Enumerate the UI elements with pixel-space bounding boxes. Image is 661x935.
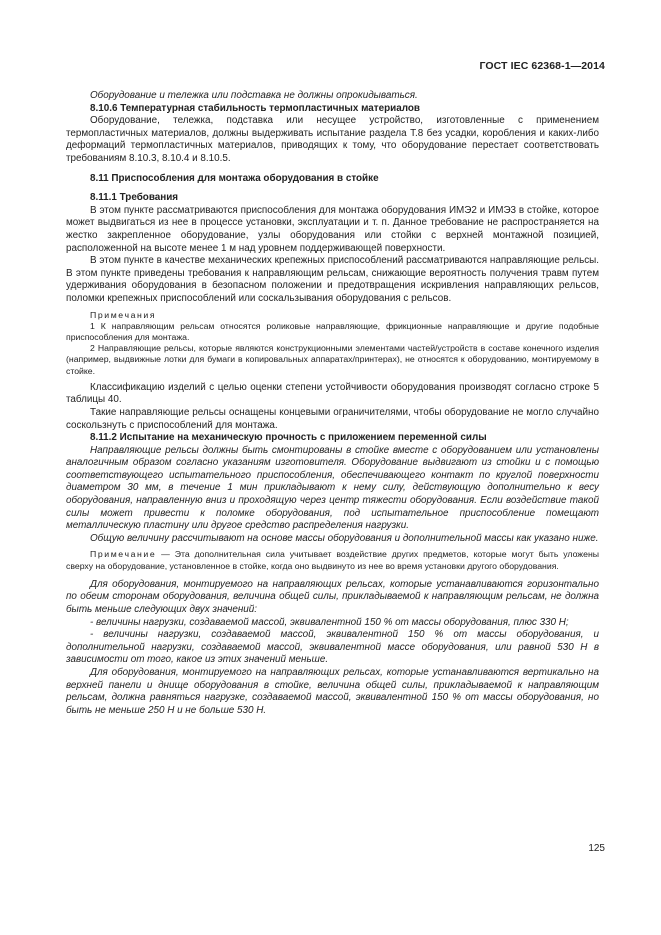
paragraph: Классификацию изделий с целью оценки степени устойчивости оборудования производят согласно строке 5 таблицы 40. bbox=[66, 381, 599, 406]
paragraph: Оборудование и тележка или подставка не должны опрокидываться. bbox=[90, 90, 418, 101]
paragraph: Для оборудования, монтируемого на направляющих рельсах, которые устанавливаются горизонтально по обеим сторонам оборудования, величина общей силы, прикладываемой к направляющим рельсам, не должна быть меньше следующих двух значений: bbox=[66, 578, 599, 616]
document-code: ГОСТ IEC 62368-1—2014 bbox=[479, 60, 605, 72]
note-3 bbox=[66, 549, 599, 571]
paragraph: Такие направляющие рельсы оснащены концевыми ограничителями, чтобы оборудование не могло случайно соскользнуть с приспособлений для монтажа. bbox=[66, 406, 599, 431]
list-item: - величины нагрузки, создаваемой массой, эквивалентной 150 % от массы оборудования, и дополнительной нагрузки, создаваемой массой, эквивалентной массе оборудования, или равной 530 Н в зависимости от того, какое из этих значений меньше. bbox=[66, 629, 599, 666]
page-number: 125 bbox=[588, 843, 605, 854]
section-heading-8-11-1: 8.11.1 Требования bbox=[90, 192, 179, 204]
paragraph: Направляющие рельсы должны быть смонтированы в стойке вместе с оборудованием или установлены аналогичным образом согласно указаниям изготовителя. Оборудование выдвигают из стойки и с помощью соответствующего испытательного приспособления, обеспечивающего контакт по круглой поверхности диаметром 30 мм, в течение 1 мин прикладывают к нему силу, действующую дополнительно к весу оборудования, направленную вниз и проходящую через центр тяжести оборудования. Если воздействие такой силы может привести к поломке оборудования, под испытательное приспособление помещают металлическую пластину или другое средство распределения нагрузки. bbox=[66, 444, 599, 532]
paragraph: В этом пункте рассматриваются приспособления для монтажа оборудования ИМЭ2 и ИМЭ3 в стойке, которое может выдвигаться из нее в процессе установки, эксплуатации и т. п. Данное требование не распространяется на жестко закрепленное оборудование, узлы оборудования или стойки с верхней монтажной позицией, расположенной на высоте менее 1 м над уровнем поддерживающей поверхности. bbox=[66, 204, 599, 254]
note-3-text: — Эта дополнительная сила учитывает воздействие других предметов, которые могут быть уложены сверху на оборудование, установленное в стойке, когда оно выдвинуто из нее во время установки другого оборудования. bbox=[66, 549, 599, 571]
paragraph: Общую величину рассчитывают на основе массы оборудования и дополнительной массы как указано ниже. bbox=[90, 532, 599, 544]
notes-title: Примечания bbox=[90, 309, 157, 320]
list-item: - величины нагрузки, создаваемой массой, эквивалентной 150 % от массы оборудования, плюс 330 Н; bbox=[90, 616, 569, 628]
page-body bbox=[66, 90, 599, 717]
paragraph: Оборудование, тележка, подставка или несущее устройство, изготовленные с применением термопластичных материалов, должны выдерживать испытание раздела Т.8 без усадки, коробления и каких-либо деформаций термопластичных материалов, приводящих к тому, что оборудование перестает соответствовать требованиям 8.10.3, 8.10.4 и 8.10.5. bbox=[66, 115, 599, 164]
section-heading-8-10-6: 8.10.6 Температурная стабильность термопластичных материалов bbox=[90, 102, 420, 114]
note-1: 1 К направляющим рельсам относятся роликовые направляющие, фрикционные направляющие и другие подобные приспособления для монтажа. bbox=[66, 320, 599, 342]
note-2: 2 Направляющие рельсы, которые являются конструкционными элементами частей/устройств в составе конечного изделия (например, выдвижные лотки для бумаги в копировальных аппаратах/принтерах), не относятся к оборудованию, монтируемому в стойке. bbox=[66, 343, 599, 376]
paragraph: Для оборудования, монтируемого на направляющих рельсах, которые устанавливаются вертикально на верхней панели и днище оборудования в стойке, величина общей силы, прикладываемой к направляющим рельсам, должна равняться нагрузке, создаваемой массой, эквивалентной 150 % от массы оборудования, но быть не меньше 250 Н и не больше 530 Н. bbox=[66, 667, 599, 716]
paragraph: В этом пункте в качестве механических крепежных приспособлений рассматриваются направляющие рельсы. В этом пункте приведены требования к направляющим рельсам, снижающие вероятность получения травм путем удерживания оборудования в безопасном положении и предотвращения искривления направляющих рельсов, поломки крепежных приспособлений или соскальзывания оборудования с рельсов. bbox=[66, 255, 599, 304]
section-heading-8-11-2: 8.11.2 Испытание на механическую прочность с приложением переменной силы bbox=[90, 432, 487, 444]
note-3-label: Примечание bbox=[90, 549, 157, 560]
section-heading-8-11: 8.11 Приспособления для монтажа оборудования в стойке bbox=[90, 172, 379, 184]
